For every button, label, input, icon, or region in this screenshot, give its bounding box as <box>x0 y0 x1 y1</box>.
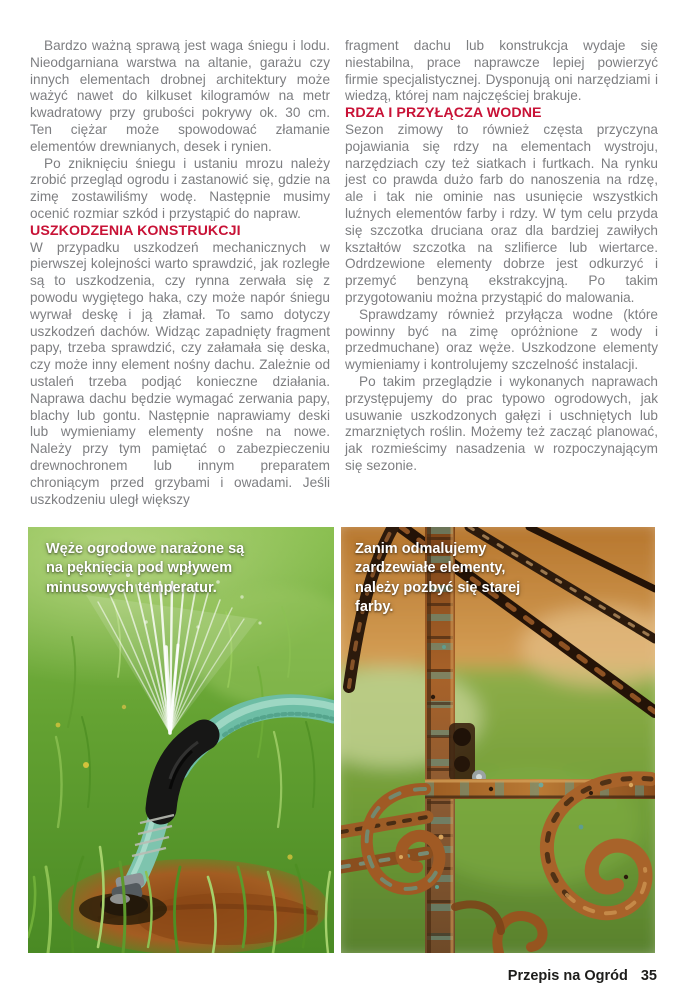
paragraph-garden-review: Po zniknięciu śniegu i ustaniu mrozu należy zrobić przegląd ogrodu i zastanowić się, gdzie na zimę zostawiliśmy wodę. Następnie musimy ocenić rozmiar szkód i przystąpić do napraw. <box>30 155 330 221</box>
burst-hose-photo <box>28 527 334 953</box>
text-column-left <box>30 38 330 508</box>
section-heading-uszkodzenia-konstrukcji: USZKODZENIA KONSTRUKCJI <box>30 222 241 239</box>
photo-caption-right: Zanim odmalujemy zardzewiałe elementy, należy pozbyć się starej farby. <box>355 541 521 615</box>
text-column-right <box>345 38 658 508</box>
paragraph-rust-removal: Sezon zimowy to również częsta przyczyna pojawiania się rdzy na elementach wystroju, narzędziach czy też siatkach i furtkach. Na rynku jest co prawda dużo farb do nanoszenia na rdzę, ale i tak nie ominie nas usunięcie wszystkich luźnych elementów farby i rdzy. W tym celu przyda się szczotka druciana oraz dla bardziej zawiłych kształtów szczotka na szlifierce lub wiertarce. Odrdzewione elementy dobrze jest odkurzyć i przemyć benzyną ekstrakcyjną. Po takim przygotowaniu można przystąpić do malowania. <box>345 121 658 305</box>
rusty-gate-photo <box>341 527 655 953</box>
paragraph-water-connections: Sprawdzamy również przyłącza wodne (które powinny być na zimę opróżnione z wody i przedmuchane) oraz węże. Uszkodzone elementy wymieniamy i kontrolujemy szczelność instalacji. <box>345 306 658 373</box>
flower-dot <box>83 762 89 768</box>
paragraph-structural-damage: W przypadku uszkodzeń mechanicznych w pierwszej kolejności warto sprawdzić, jak rozległe są to uszkodzenia, czy rynna zerwała się z powodu wygiętego haka, czy może napór śniegu wyrwał deskę i ją złamał. To samo dotyczy uszkodzeń dachów. Widząc zapadnięty fragment papy, trzeba sprawdzić, czy załamała się deska, czy może inny element nośny dachu. Zależnie od ustaleń trzeba podjąć konieczne działania. Naprawa dachu będzie wymagać zerwania papy, blachy lub gontu. Następnie naprawiamy deski lub wymieniamy elementy nośne na nowe. Należy przy tym pamiętać o zabezpieczeniu drewnochronem lub innym preparatem chroniącym przed grzybami i owadami. Jeśli uszkodzeniu uległ większy <box>30 239 330 507</box>
page-footer <box>508 968 657 984</box>
paragraph-snow-weight: Bardzo ważną sprawą jest waga śniegu i lodu. Nieodgarniana warstwa na altanie, garażu czy innych elementach drobnej architektury może ważyć nawet do kilkuset kilogramów na metr kwadratowy przy grubości pokrywy ok. 30 cm. Ten ciężar może spowodować złamanie elementów drewnianych, desek i rynien. <box>30 38 330 154</box>
photo-caption-left: Węże ogrodowe narażone są na pęknięcia pod wpływem minusowych temperatur. <box>46 541 245 596</box>
section-heading-rdza-i-przylacza-wodne: RDZA I PRZYŁĄCZA WODNE <box>345 105 542 122</box>
paragraph-garden-planning: Po takim przeglądzie i wykonanych naprawach przystępujemy do prac typowo ogrodowych, jak usuwanie uszkodzonych gałęzi i uschniętych lub zmarzniętych roślin. Możemy też zacząć planować, jak rozmieścimy nasadzenia w rozpoczynającym się sezonie. <box>345 373 658 473</box>
photo-row <box>28 527 655 953</box>
magazine-title: Przepis na Ogród <box>507 968 628 984</box>
article-text-columns <box>30 38 658 508</box>
paragraph-structural-damage-continued: fragment dachu lub konstrukcja wydaje się niestabilna, prace naprawcze lepiej powierzyć firmie specjalistycznej. Dysponują oni narzędziami i wiedzą, której nam najczęściej brakuje. <box>345 38 658 104</box>
page-number: 35 <box>640 968 657 984</box>
